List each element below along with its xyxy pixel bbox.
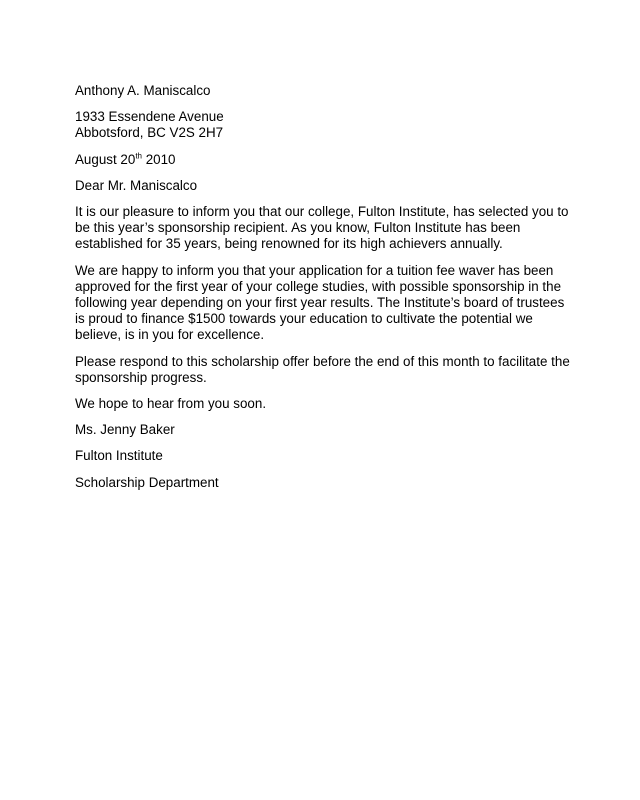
date-month-day: August 20	[75, 151, 136, 167]
letter-date	[75, 152, 570, 168]
recipient-address	[75, 109, 570, 141]
signature-department: Scholarship Department	[75, 474, 219, 490]
closing-line: We hope to hear from you soon.	[75, 396, 267, 412]
date-year: 2010	[141, 151, 176, 167]
date-suffix: th	[135, 151, 142, 161]
address-city: Abbotsford, BC V2S 2H7	[75, 125, 224, 141]
body-paragraph-1: It is our pleasure to inform you that our college, Fulton Institute, has selected you to be this year’s sponsorship recipient. As you know, Fulton Institute has been established for 35 years, being renowned for its high achievers annually.	[75, 204, 569, 252]
signature-organization: Fulton Institute	[75, 448, 163, 464]
address-street: 1933 Essendene Avenue	[75, 109, 224, 125]
recipient-name: Anthony A. Maniscalco	[75, 83, 211, 98]
letter	[75, 83, 570, 501]
body-paragraph-2: We are happy to inform you that your application for a tuition fee waver has been approved for the first year of your college studies, with possible sponsorship in the following year depending on your first year results. The Institute’s board of trustees is proud to finance $1500 towards your education to cultivate the potential we believe, is in you for excellence.	[75, 262, 565, 343]
signature-name: Ms. Jenny Baker	[75, 422, 175, 438]
body-paragraph-3: Please respond to this scholarship offer before the end of this month to facilitate the sponsorship progress.	[75, 353, 570, 385]
salutation: Dear Mr. Maniscalco	[75, 177, 198, 193]
